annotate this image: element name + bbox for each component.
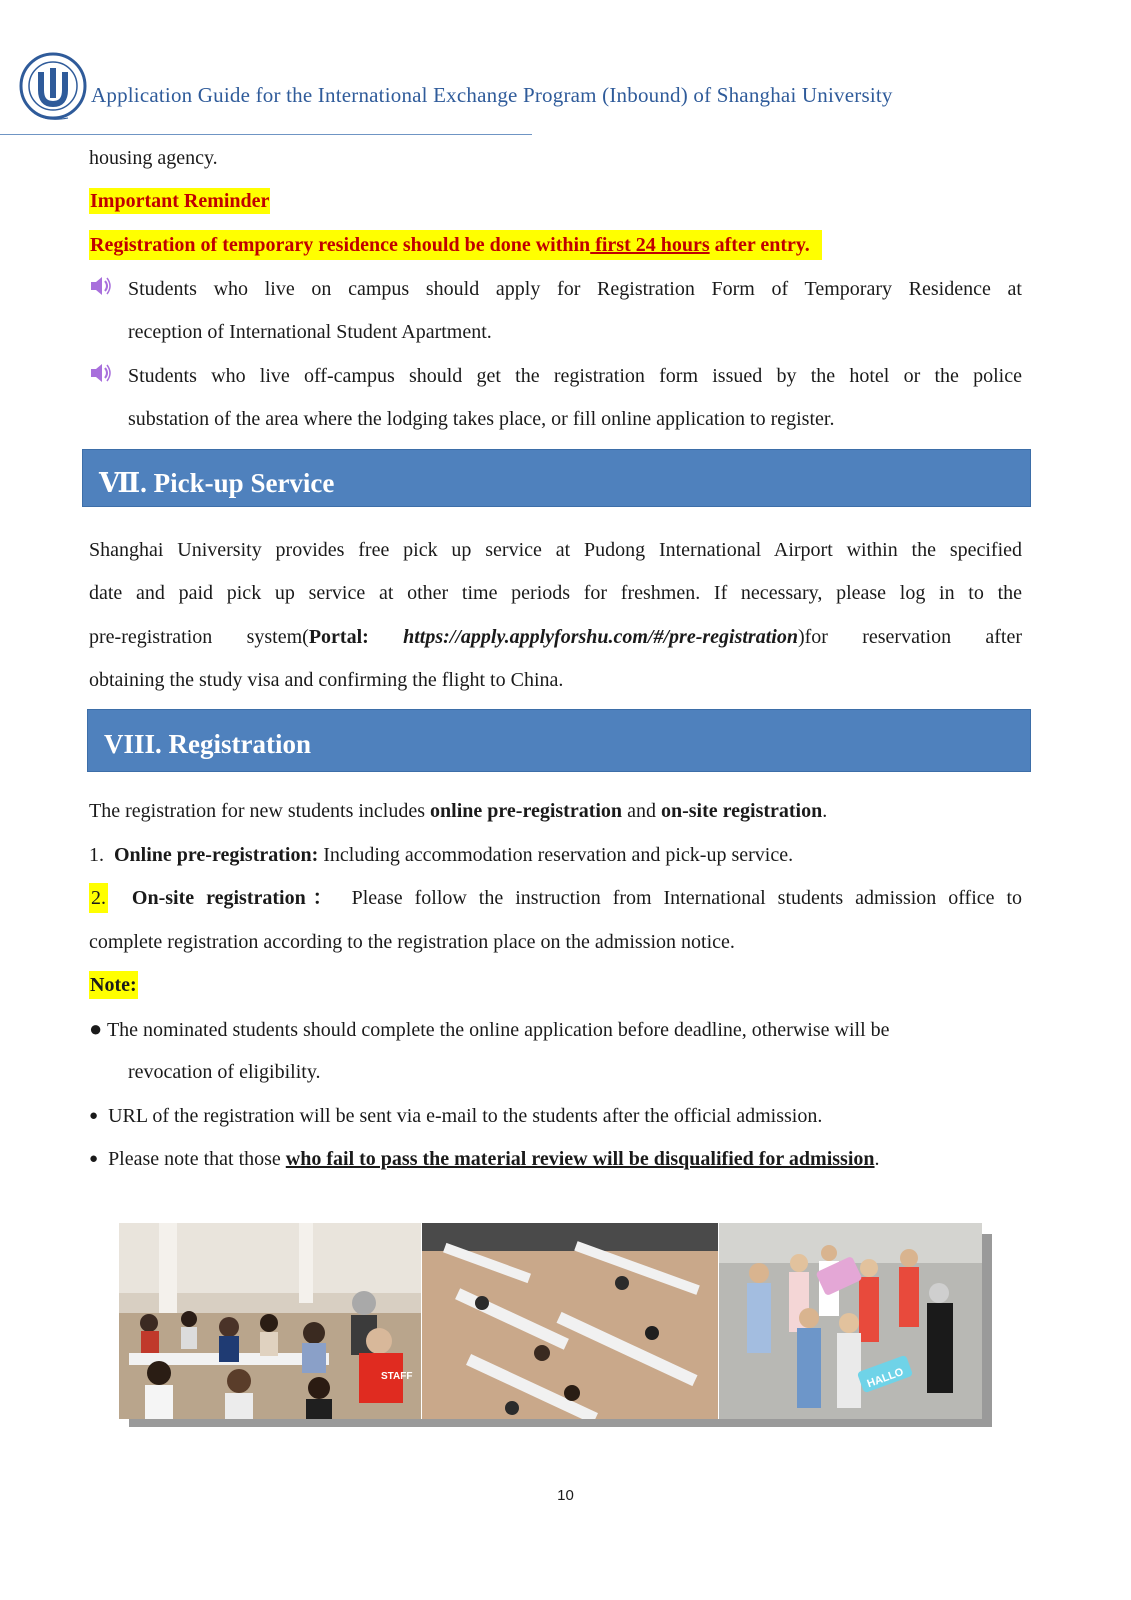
residence-item-1-line2: reception of International Student Apartment. (128, 321, 492, 343)
bullet-3-end: . (874, 1148, 880, 1170)
pickup-prefix: pre-registration system( (89, 626, 309, 648)
bullet-3-prefix: Please note that those (108, 1148, 286, 1170)
bullet-1-line-1: The nominated students should complete the online application before deadline, otherwise will be (106, 1019, 890, 1041)
study-hall-photo (422, 1223, 718, 1419)
note-heading (89, 963, 138, 1007)
reminder-heading (89, 179, 270, 223)
pickup-line-1: Shanghai University provides free pick up service at Pudong International Airport within the specified (89, 539, 1022, 561)
bullet-icon: ● (89, 1016, 103, 1041)
registration-intro-text: The registration for new students includes (89, 800, 431, 822)
section-registration-bar (87, 709, 1031, 772)
residence-item-2-line2: substation of the area where the lodging takes place, or fill online application to register. (128, 408, 835, 430)
pickup-suffix: )for reservation after (797, 626, 1023, 648)
note-bullet-1 (89, 1007, 890, 1052)
header-title: Application Guide for the International Exchange Program (Inbound) of Shanghai University (91, 83, 893, 107)
group-photo (719, 1223, 982, 1419)
bullet-2-text: URL of the registration will be sent via e-mail to the students after the official admission. (108, 1105, 823, 1127)
section-registration-title: VIII. Registration (104, 729, 311, 759)
item-2-text: Please follow the instruction from International students admission office to (339, 887, 1023, 909)
item-2-label: On-site registration： (131, 887, 340, 909)
reminder-text-before: Registration of temporary residence should be done within (90, 234, 591, 256)
registration-intro-and: and (622, 800, 661, 822)
bullet-icon: ● (89, 1108, 99, 1124)
registration-intro (89, 789, 827, 833)
registration-intro-end: . (822, 800, 828, 822)
note-bullet-2 (89, 1094, 822, 1138)
portal-label: Portal: (308, 626, 369, 648)
registration-item-2-cont: complete registration according to the registration place on the admission notice. (89, 931, 735, 953)
reminder-highlight (89, 230, 822, 260)
reminder-line (89, 223, 822, 267)
university-logo (18, 44, 88, 128)
registration-item-2 (89, 876, 1022, 920)
residence-item-2-line1: Students who live off-campus should get the registration form issued by the hotel or the police (128, 365, 1022, 387)
page-number: 10 (557, 1487, 574, 1504)
speaker-icon (90, 363, 112, 383)
bullet-3-underlined: who fail to pass the material review will be disqualified for admission (285, 1148, 875, 1170)
item-2-number: 2. (89, 883, 108, 913)
bullet-1-line-2: revocation of eligibility. (128, 1061, 321, 1083)
registration-intro-online: online pre-registration (430, 800, 623, 822)
pickup-line-3 (89, 615, 1022, 659)
speaker-icon (90, 276, 112, 296)
continuation-text: housing agency. (89, 147, 218, 169)
item-1-label: Online pre-registration: (114, 844, 319, 866)
item-1-text: Including accommodation reservation and pick-up service. (318, 844, 794, 866)
reminder-heading-text: Important Reminder (90, 190, 270, 212)
pickup-line-4: obtaining the study visa and confirming the flight to China. (89, 669, 564, 691)
note-bullet-3 (89, 1137, 880, 1181)
reminder-text-after: after entry. (709, 234, 810, 256)
classroom-photo (119, 1223, 421, 1419)
staff-shirt-text: STAFF (381, 1371, 413, 1382)
pickup-line-2: date and paid pick up service at other time periods for freshmen. If necessary, please log in to the (89, 582, 1022, 604)
bullet-icon: ● (89, 1151, 99, 1167)
residence-item-1-line1: Students who live on campus should apply for Registration Form of Temporary Residence at (128, 278, 1022, 300)
hallo-sign-text: HALLO (865, 1366, 906, 1391)
reminder-first-24-hours: first 24 hours (590, 234, 710, 256)
registration-item-1 (89, 833, 793, 877)
photo-strip (119, 1223, 982, 1419)
portal-url-link[interactable]: https://apply.applyforshu.com/#/pre-registration (403, 626, 798, 648)
note-label: Note: (89, 971, 138, 999)
registration-intro-onsite: on-site registration (660, 800, 823, 822)
header-divider (0, 134, 532, 135)
section-pickup-bar (82, 449, 1031, 507)
item-1-number: 1. (89, 844, 104, 866)
section-pickup-title: Ⅶ. Pick-up Service (99, 468, 335, 498)
